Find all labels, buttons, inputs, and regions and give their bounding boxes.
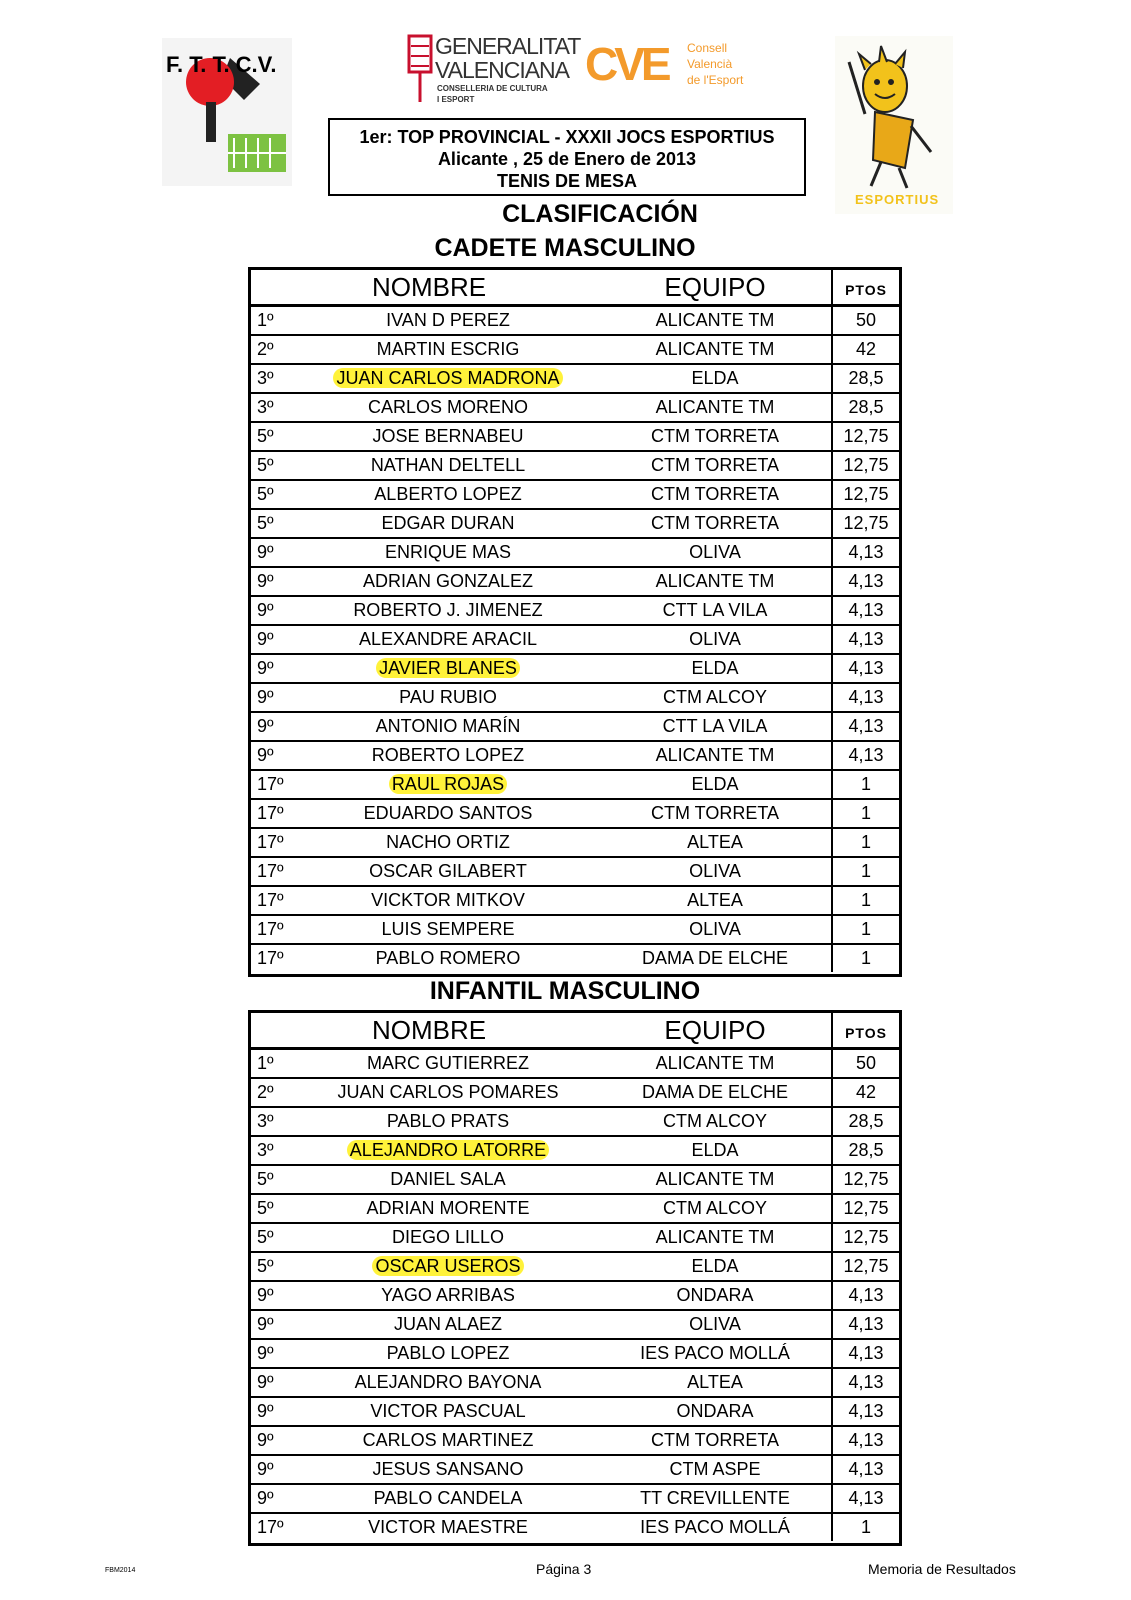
rank-cell: 5º [257,1256,274,1276]
rank-cell: 5º [257,1169,274,1189]
table-row [251,1253,899,1282]
player-name-cell: PAU RUBIO [399,687,497,707]
team-cell: OLIVA [689,1314,741,1334]
table-row [251,510,899,539]
team-cell: ALICANTE TM [655,339,775,359]
player-name-cell: PABLO PRATS [386,1111,510,1131]
footer-title: Memoria de Resultados [868,1561,1016,1577]
footer-code: FBM2014 [105,1567,136,1574]
points-cell: 4,13 [831,1427,899,1454]
player-name-cell: DIEGO LILLO [391,1227,505,1247]
table-row [251,1079,899,1108]
column-header-equipo: EQUIPO [664,272,766,302]
player-name-cell: NACHO ORTIZ [386,832,510,852]
points-cell: 4,13 [831,568,899,595]
gv-line2: VALENCIANA [435,57,570,83]
infantil-rows [251,1050,899,1543]
rank-cell: 17º [257,890,284,910]
points-cell: 4,13 [831,1485,899,1512]
player-name-cell: PABLO LOPEZ [386,1343,510,1363]
table-header [251,270,899,307]
rank-cell: 9º [257,600,274,620]
player-name-cell: ALEXANDRE ARACIL [358,629,538,649]
points-cell: 4,13 [831,1340,899,1367]
player-name-cell: ADRIAN GONZALEZ [362,571,534,591]
points-cell: 1 [831,887,899,914]
points-cell: 12,75 [831,481,899,508]
points-cell: 1 [831,1514,899,1541]
team-cell: CTM ALCOY [662,687,768,707]
player-name-cell: ENRIQUE MAS [384,542,512,562]
team-cell: CTM ALCOY [662,1198,768,1218]
player-name-cell: ROBERTO LOPEZ [371,745,525,765]
points-cell: 12,75 [831,423,899,450]
points-cell: 12,75 [831,1253,899,1280]
table-row [251,1108,899,1137]
points-cell: 4,13 [831,597,899,624]
player-name-cell: VICTOR PASCUAL [370,1401,526,1421]
player-name-cell: PABLO CANDELA [373,1488,523,1508]
points-cell: 4,13 [831,1369,899,1396]
team-cell: ALTEA [687,890,743,910]
column-header-nombre: NOMBRE [371,1015,487,1045]
team-cell: ELDA [691,1256,739,1276]
team-cell: DAMA DE ELCHE [641,1082,789,1102]
points-cell: 4,13 [831,684,899,711]
table-header [251,1013,899,1050]
rank-cell: 9º [257,542,274,562]
table-row [251,713,899,742]
team-cell: ELDA [691,368,739,388]
table-row [251,742,899,771]
table-row [251,945,899,974]
player-name-cell: VICKTOR MITKOV [371,890,525,910]
table-row [251,1311,899,1340]
player-name-cell: ROBERTO J. JIMENEZ [353,600,543,620]
highlighted-name: JAVIER BLANES [376,658,520,678]
player-name-cell: JUAN ALAEZ [393,1314,503,1334]
points-cell: 50 [831,1050,899,1077]
table-row [251,916,899,945]
points-cell: 4,13 [831,539,899,566]
event-sport: TENIS DE MESA [496,171,638,191]
team-cell: CTM TORRETA [650,455,779,475]
table-row [251,829,899,858]
player-name-cell [295,655,601,682]
team-cell: OLIVA [689,861,741,881]
points-cell: 4,13 [831,1456,899,1483]
player-name-cell: ALEJANDRO BAYONA [354,1372,542,1392]
player-name-cell: EDGAR DURAN [381,513,515,533]
table-row [251,684,899,713]
rank-cell: 9º [257,629,274,649]
rank-cell: 9º [257,687,274,707]
rank-cell: 5º [257,455,274,475]
player-name-cell: JESUS SANSANO [372,1459,524,1479]
player-name-cell: YAGO ARRIBAS [381,1285,515,1305]
table-row [251,597,899,626]
team-cell: CTT LA VILA [662,600,768,620]
event-title: 1er: TOP PROVINCIAL - XXXII JOCS ESPORTIUS [359,127,775,147]
rank-cell: 3º [257,1140,274,1160]
table-row [251,1137,899,1166]
rank-cell: 17º [257,1517,284,1537]
highlighted-name: ALEJANDRO LATORRE [347,1140,549,1160]
team-cell: ALICANTE TM [655,1169,775,1189]
team-cell: OLIVA [689,919,741,939]
team-cell: IES PACO MOLLÁ [640,1517,790,1537]
team-cell: DAMA DE ELCHE [641,948,789,968]
player-name-cell [295,365,601,392]
highlighted-name: RAUL ROJAS [389,774,507,794]
points-cell: 1 [831,771,899,798]
team-cell: CTM ALCOY [662,1111,768,1131]
points-cell: 42 [831,1079,899,1106]
cve-logo [585,38,755,93]
rank-cell: 17º [257,803,284,823]
player-name-cell: NATHAN DELTELL [370,455,526,475]
table-row [251,887,899,916]
cadete-heading: CADETE MASCULINO [434,234,696,262]
rank-cell: 2º [257,339,274,359]
column-header-ptos: PTOS [831,270,899,304]
gv-line3: CONSELLERIA DE CULTURA [437,84,548,93]
rank-cell: 5º [257,513,274,533]
points-cell: 28,5 [831,1137,899,1164]
points-cell: 42 [831,336,899,363]
player-name-cell [295,771,601,798]
cve-line1: Consell [687,41,728,55]
rank-cell: 9º [257,1343,274,1363]
table-row [251,394,899,423]
jocs-mascot-logo [835,36,953,214]
team-cell: ONDARA [676,1401,754,1421]
rank-cell: 17º [257,919,284,939]
rank-cell: 9º [257,1488,274,1508]
points-cell: 28,5 [831,394,899,421]
table-row [251,1427,899,1456]
points-cell: 4,13 [831,1311,899,1338]
points-cell: 4,13 [831,1398,899,1425]
player-name-cell: DANIEL SALA [390,1169,506,1189]
rank-cell: 9º [257,1430,274,1450]
team-cell: ALICANTE TM [655,745,775,765]
mascot-caption: ESPORTIUS [855,192,940,207]
rank-cell: 17º [257,832,284,852]
rank-cell: 9º [257,1314,274,1334]
points-cell: 1 [831,945,899,972]
team-cell: ALTEA [687,1372,743,1392]
event-info-box [328,118,806,196]
player-name-cell: OSCAR GILABERT [369,861,527,881]
points-cell: 1 [831,829,899,856]
table-row [251,307,899,336]
team-cell: CTM TORRETA [650,513,779,533]
player-name-cell: VICTOR MAESTRE [368,1517,528,1537]
rank-cell: 9º [257,571,274,591]
team-cell: ALICANTE TM [655,397,775,417]
rank-cell: 3º [257,397,274,417]
rank-cell: 9º [257,745,274,765]
team-cell: ALICANTE TM [655,310,775,330]
rank-cell: 5º [257,1227,274,1247]
team-cell: ELDA [691,1140,739,1160]
cve-line3: de l'Esport [687,73,744,87]
rank-cell: 5º [257,426,274,446]
classification-heading: CLASIFICACIÓN [502,200,698,228]
highlighted-name: JUAN CARLOS MADRONA [333,368,562,388]
table-row [251,1514,899,1543]
team-cell: TT CREVILLENTE [640,1488,790,1508]
player-name-cell [295,1253,601,1280]
points-cell: 4,13 [831,626,899,653]
rank-cell: 5º [257,1198,274,1218]
cve-mark: CVE [585,38,668,90]
table-row [251,481,899,510]
table-row [251,1282,899,1311]
points-cell: 12,75 [831,1195,899,1222]
table-row [251,1050,899,1079]
points-cell: 4,13 [831,1282,899,1309]
table-row [251,539,899,568]
player-name-cell: IVAN D PEREZ [386,310,510,330]
generalitat-logo [405,32,581,112]
table-row [251,336,899,365]
points-cell: 4,13 [831,742,899,769]
table-row [251,1224,899,1253]
page-number: Página 3 [536,1561,592,1577]
table-row [251,1340,899,1369]
team-cell: CTM TORRETA [650,1430,779,1450]
column-header-equipo: EQUIPO [664,1015,766,1045]
points-cell: 50 [831,307,899,334]
highlighted-name: OSCAR USEROS [372,1256,523,1276]
rank-cell: 9º [257,1401,274,1421]
event-date: Alicante , 25 de Enero de 2013 [437,149,697,169]
rank-cell: 1º [257,1053,274,1073]
team-cell: ELDA [691,774,739,794]
points-cell: 1 [831,858,899,885]
player-name-cell: LUIS SEMPERE [381,919,515,939]
rank-cell: 9º [257,1372,274,1392]
points-cell: 28,5 [831,1108,899,1135]
rank-cell: 17º [257,861,284,881]
player-name-cell: PABLO ROMERO [375,948,521,968]
team-cell: OLIVA [689,542,741,562]
table-row [251,800,899,829]
table-row [251,423,899,452]
player-name-cell: CARLOS MARTINEZ [362,1430,534,1450]
table-row [251,1485,899,1514]
player-name-cell: ADRIAN MORENTE [366,1198,530,1218]
points-cell: 12,75 [831,1166,899,1193]
table-row [251,1369,899,1398]
player-name-cell: MARTIN ESCRIG [376,339,520,359]
table-row [251,452,899,481]
player-name-cell: JUAN CARLOS POMARES [337,1082,559,1102]
player-name-cell: ANTONIO MARÍN [375,716,521,736]
points-cell: 12,75 [831,452,899,479]
team-cell: ELDA [691,658,739,678]
cve-line2: Valencià [687,57,733,71]
rank-cell: 17º [257,948,284,968]
player-name-cell: CARLOS MORENO [367,397,529,417]
team-cell: ALICANTE TM [655,571,775,591]
points-cell: 4,13 [831,655,899,682]
fttcv-logo [162,38,292,186]
cadete-ranking-table [248,267,902,977]
team-cell: ONDARA [676,1285,754,1305]
table-row [251,1166,899,1195]
rank-cell: 9º [257,1285,274,1305]
table-row [251,655,899,684]
player-name-cell: EDUARDO SANTOS [363,803,533,823]
table-row [251,1398,899,1427]
player-name-cell: JOSE BERNABEU [372,426,524,446]
team-cell: ALTEA [687,832,743,852]
player-name-cell [295,1137,601,1164]
rank-cell: 5º [257,484,274,504]
gv-line1: GENERALITAT [435,33,581,59]
points-cell: 12,75 [831,510,899,537]
team-cell: CTM TORRETA [650,484,779,504]
points-cell: 28,5 [831,365,899,392]
team-cell: CTM ASPE [669,1459,761,1479]
infantil-heading: INFANTIL MASCULINO [429,977,701,1005]
team-cell: CTM TORRETA [650,803,779,823]
column-header-nombre: NOMBRE [371,272,487,302]
table-row [251,771,899,800]
rank-cell: 17º [257,774,284,794]
table-row [251,1456,899,1485]
team-cell: OLIVA [689,629,741,649]
team-cell: CTT LA VILA [662,716,768,736]
points-cell: 1 [831,800,899,827]
infantil-ranking-table [248,1010,902,1546]
player-name-cell: ALBERTO LOPEZ [374,484,522,504]
rank-cell: 9º [257,1459,274,1479]
table-row [251,365,899,394]
rank-cell: 9º [257,658,274,678]
gv-line4: I ESPORT [437,95,475,104]
rank-cell: 3º [257,368,274,388]
table-row [251,1195,899,1224]
player-name-cell: MARC GUTIERREZ [367,1053,529,1073]
points-cell: 12,75 [831,1224,899,1251]
rank-cell: 2º [257,1082,274,1102]
rank-cell: 9º [257,716,274,736]
fttcv-letters: F. T. T. C.V. [166,52,277,77]
team-cell: IES PACO MOLLÁ [640,1343,790,1363]
points-cell: 4,13 [831,713,899,740]
cadete-rows [251,307,899,974]
rank-cell: 1º [257,310,274,330]
table-row [251,568,899,597]
points-cell: 1 [831,916,899,943]
rank-cell: 3º [257,1111,274,1131]
table-row [251,858,899,887]
column-header-ptos: PTOS [831,1013,899,1047]
team-cell: ALICANTE TM [655,1053,775,1073]
team-cell: ALICANTE TM [655,1227,775,1247]
table-row [251,626,899,655]
team-cell: CTM TORRETA [650,426,779,446]
